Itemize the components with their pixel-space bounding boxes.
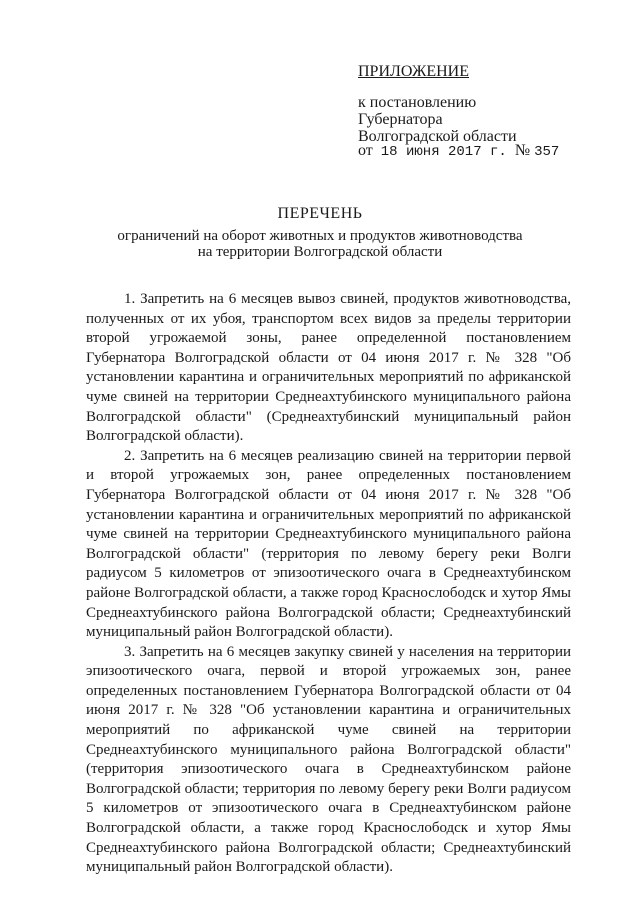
document-subtitle (0, 228, 640, 260)
decree-date: 18 июня 2017 г. (380, 144, 507, 160)
restriction-item-3: 3. Запретить на 6 месяцев закупку свиней у населения на территории эпизоотического очага, первой и второй угрожаемых зон, ранее определенных постановлением Губернатора Волгоградской области от 04 июня 2017 г. № 328 "Об установлении карантина и ограничительных мероприятий по африканской чуме свиней на территории Среднеахтубинского муниципального района Волгоградской области" (территория эпизоотического очага в Среднеахтубинском районе Волгоградской области; территория по левому берегу реки Волги радиусом 5 километров от эпизоотического очага в Среднеахтубинском районе Волгоградской области, а также город Краснослободск и хутор Ямы Среднеахтубинского района Волгоградской области; Среднеахтубинский муниципальный район Волгоградской области). (86, 643, 571, 876)
decree-dateline (358, 142, 559, 161)
appendix-block (358, 63, 517, 145)
decree-prefix: от (358, 142, 373, 159)
decree-number-sign: № (514, 142, 531, 159)
appendix-title: ПРИЛОЖЕНИЕ (358, 63, 470, 80)
restriction-item-1: 1. Запретить на 6 месяцев вывоз свиней, продуктов животноводства, полученных от их убоя, транспортом всех видов за пределы территории второй угрожаемой зоны, ранее определенной постановлением Губернатора Волгоградской области от 04 июня 2017 г. № 328 "Об установлении карантина и ограничительных мероприятий по африканской чуме свиней на территории Среднеахтубинского муниципального района Волгоградской области" (Среднеахтубинский муниципальный район Волгоградской области). (86, 291, 571, 445)
restriction-item-2: 2. Запретить на 6 месяцев реализацию свиней на территории первой и второй угрожаемых зон, ранее определенных постановлением Губернатора Волгоградской области от 04 июня 2017 г. № 328 "Об установлении карантина и ограничительных мероприятий по африканской чуме свиней на территории Среднеахтубинского муниципального района Волгоградской области" (территория по левому берегу реки Волги радиусом 5 километров от эпизоотического очага в Среднеахтубинском районе Волгоградской области, а также город Краснослободск и хутор Ямы Среднеахтубинского района Волгоградской области; Среднеахтубинский муниципальный район Волгоградской области). (86, 447, 571, 641)
subtitle-line: на территории Волгоградской области (197, 244, 443, 260)
appendix-line: Губернатора (358, 111, 443, 128)
appendix-line: к постановлению (358, 94, 477, 111)
document-title: ПЕРЕЧЕНЬ (277, 205, 363, 222)
subtitle-line: ограничений на оборот животных и продуктов животноводства (117, 228, 523, 244)
appendix-line: Волгоградской области (358, 128, 517, 145)
decree-number: 357 (534, 144, 560, 160)
document-body (86, 290, 571, 878)
